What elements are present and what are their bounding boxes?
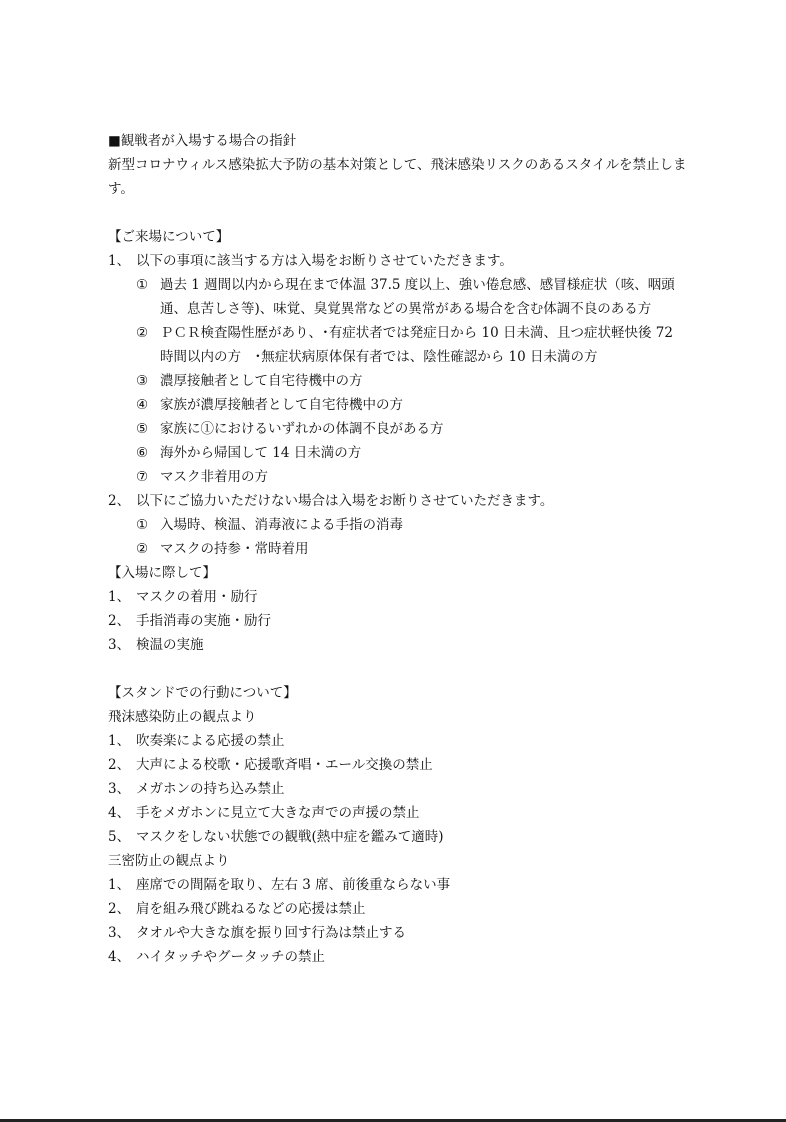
sub-item-mark: ② [136, 541, 149, 557]
list-item [108, 897, 688, 921]
sub-item-mark: ① [136, 277, 149, 293]
section-heading-arrival: 【ご来場について】 [108, 229, 230, 245]
item-text: 手指消毒の実施・励行 [136, 613, 271, 629]
list-item [108, 873, 688, 897]
sub-item [108, 441, 688, 465]
item-number: 2、 [108, 757, 131, 773]
sub-item-mark: ⑦ [136, 469, 149, 485]
list-item [108, 801, 688, 825]
sub-item-mark: ② [136, 325, 149, 341]
item-text: 以下にご協力いただけない場合は入場をお断りさせていただきます。 [136, 493, 554, 509]
item-text: 大声による校歌・応援歌斉唱・エール交換の禁止 [136, 757, 433, 773]
item-text: 吹奏楽による応援の禁止 [136, 733, 285, 749]
list-item [108, 753, 688, 777]
document-page [108, 129, 688, 969]
sub-item [108, 513, 688, 537]
item-text: 肩を組み飛び跳ねるなどの応援は禁止 [136, 901, 366, 917]
list-item [108, 921, 688, 945]
item-text: メガホンの持ち込み禁止 [136, 781, 285, 797]
item-text: 座席での間隔を取り、左右 3 席、前後重ならない事 [136, 877, 451, 893]
intro-paragraph: 新型コロナウィルス感染拡大予防の基本対策として、飛沫感染リスクのあるスタイルを禁止します。 [108, 157, 687, 197]
sub-item [108, 369, 688, 393]
item-number: 3、 [108, 781, 131, 797]
list-item [108, 585, 688, 609]
sub-item [108, 273, 688, 321]
group-label-three-cs: 三密防止の観点より [108, 853, 230, 869]
section-heading-entry: 【入場に際して】 [108, 565, 216, 581]
group-label-droplet: 飛沫感染防止の観点より [108, 709, 257, 725]
sub-item-mark: ① [136, 517, 149, 533]
sub-item [108, 393, 688, 417]
item-text: タオルや大きな旗を振り回す行為は禁止する [136, 925, 406, 941]
sub-item-text: 過去 1 週間以内から現在まで体温 37.5 度以上、強い倦怠感、感冒様症状（咳、咽頭通、息苦しさ等)、味覚、臭覚異常などの異常がある場合を含む体調不良のある方 [160, 277, 675, 317]
sub-item-mark: ⑤ [136, 421, 149, 437]
item-text: マスクをしない状態での観戦(熱中症を鑑みて適時) [136, 829, 444, 845]
section-heading-stand: 【スタンドでの行動について】 [108, 685, 297, 701]
item-number: 4、 [108, 949, 131, 965]
list-item [108, 633, 688, 657]
item-text: 検温の実施 [136, 637, 204, 653]
sub-item-mark: ④ [136, 397, 149, 413]
list-item [108, 825, 688, 849]
sub-item [108, 537, 688, 561]
item-number: 4、 [108, 805, 131, 821]
sub-item [108, 417, 688, 441]
item-text: 手をメガホンに見立て大きな声での声援の禁止 [136, 805, 420, 821]
sub-item-mark: ⑥ [136, 445, 149, 461]
document-title: ■観戦者が入場する場合の指針 [108, 133, 297, 149]
sub-item-text: 入場時、検温、消毒液による手指の消毒 [160, 517, 403, 533]
spacer [108, 657, 688, 681]
item-number: 2、 [108, 901, 131, 917]
list-item [108, 945, 688, 969]
item-number: 3、 [108, 925, 131, 941]
item-number: 2、 [108, 613, 131, 629]
item-text: マスクの着用・励行 [136, 589, 258, 605]
sub-item-text: 濃厚接触者として自宅待機中の方 [160, 373, 363, 389]
item-number: 1、 [108, 253, 131, 269]
item-number: 1、 [108, 733, 131, 749]
sub-item [108, 321, 688, 369]
sub-item-text: マスク非着用の方 [160, 469, 268, 485]
item-number: 1、 [108, 589, 131, 605]
item-number: 1、 [108, 877, 131, 893]
sub-item [108, 465, 688, 489]
sub-item-text: マスクの持参・常時着用 [160, 541, 309, 557]
sub-item-text: ＰＣＲ検査陽性歴があり、･有症状者では発症日から 10 日未満、且つ症状軽快後 72 時間以内の方 ･無症状病原体保有者では、陰性確認から 10 日未満の方 [160, 325, 673, 365]
list-item [108, 249, 688, 273]
item-text: 以下の事項に該当する方は入場をお断りさせていただきます。 [136, 253, 513, 269]
list-item [108, 609, 688, 633]
spacer [108, 201, 688, 225]
list-item [108, 777, 688, 801]
item-text: ハイタッチやグータッチの禁止 [136, 949, 325, 965]
sub-item-text: 家族に①におけるいずれかの体調不良がある方 [160, 421, 444, 437]
list-item [108, 729, 688, 753]
sub-item-text: 海外から帰国して 14 日未満の方 [160, 445, 362, 461]
item-number: 5、 [108, 829, 131, 845]
item-number: 2、 [108, 493, 131, 509]
sub-item-text: 家族が濃厚接触者として自宅待機中の方 [160, 397, 403, 413]
list-item [108, 489, 688, 513]
sub-item-mark: ③ [136, 373, 149, 389]
item-number: 3、 [108, 637, 131, 653]
